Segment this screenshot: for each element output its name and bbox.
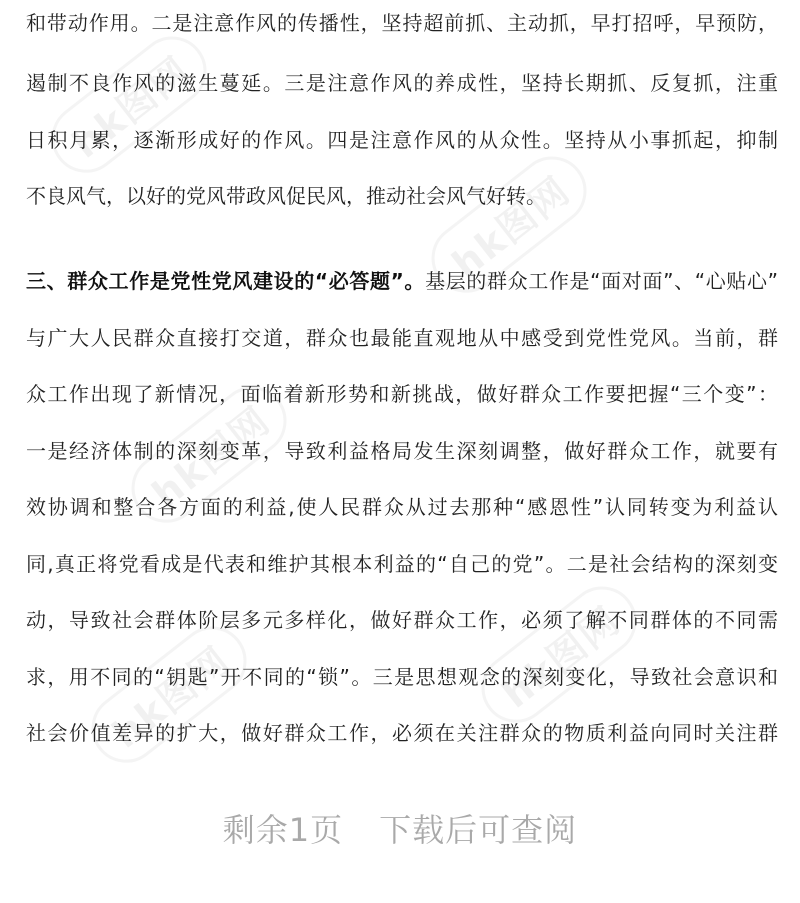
text-line: 一是经济体制的深刻变革，导致利益格局发生深刻调整，做好群众工作，就要有: [26, 439, 778, 463]
section-heading: 三、群众工作是党性党风建设的“必答题”。: [26, 269, 426, 293]
watermark: hk图网: [38, 22, 221, 186]
text-line: 同,真正将党看成是代表和维护其根本利益的“自己的党”。二是社会结构的深刻变: [26, 552, 778, 576]
watermark: hk图网: [78, 612, 261, 776]
text-line: 众工作出现了新情况，面临着新形势和新挑战，做好群众工作要把握“三个变”：: [26, 382, 778, 406]
text-line: 效协调和整合各方面的利益,使人民群众从过去那种“感恩性”认同转变为利益认: [26, 495, 778, 519]
download-prompt[interactable]: [0, 800, 800, 860]
text-line: 与广大人民群众直接打交道，群众也最能直观地从中感受到党性党风。当前，群: [26, 326, 778, 350]
remaining-pages-label: 剩余1页: [222, 811, 344, 849]
text-run: 基层的群众工作是“面对面”、“心贴心”: [425, 269, 778, 293]
text-line: 遏制不良作风的滋生蔓延。三是注意作风的养成性，坚持长期抓、反复抓，注重: [26, 71, 778, 95]
text-line: [26, 266, 778, 296]
download-to-view-label: 下载后可查阅: [379, 811, 578, 849]
watermark: hk图网: [418, 142, 601, 306]
watermark: hk图网: [118, 372, 301, 536]
text-line: 日积月累，逐渐形成好的作风。四是注意作风的从众性。坚持从小事抓起，抑制: [26, 128, 778, 152]
text-line: 和带动作用。二是注意作风的传播性，坚持超前抓、主动抓，早打招呼，早预防，: [26, 11, 778, 35]
text-line: 求，用不同的“钥匙”开不同的“锁”。三是思想观念的深刻变化，导致社会意识和: [26, 665, 778, 689]
watermark: hk图网: [468, 572, 651, 736]
text-line: 动，导致社会群体阶层多元多样化，做好群众工作，必须了解不同群体的不同需: [26, 608, 778, 632]
text-line: 社会价值差异的扩大，做好群众工作，必须在关注群众的物质利益向同时关注群: [26, 721, 778, 745]
text-line: 不良风气，以好的党风带政风促民风，推动社会风气好转。: [26, 184, 546, 208]
